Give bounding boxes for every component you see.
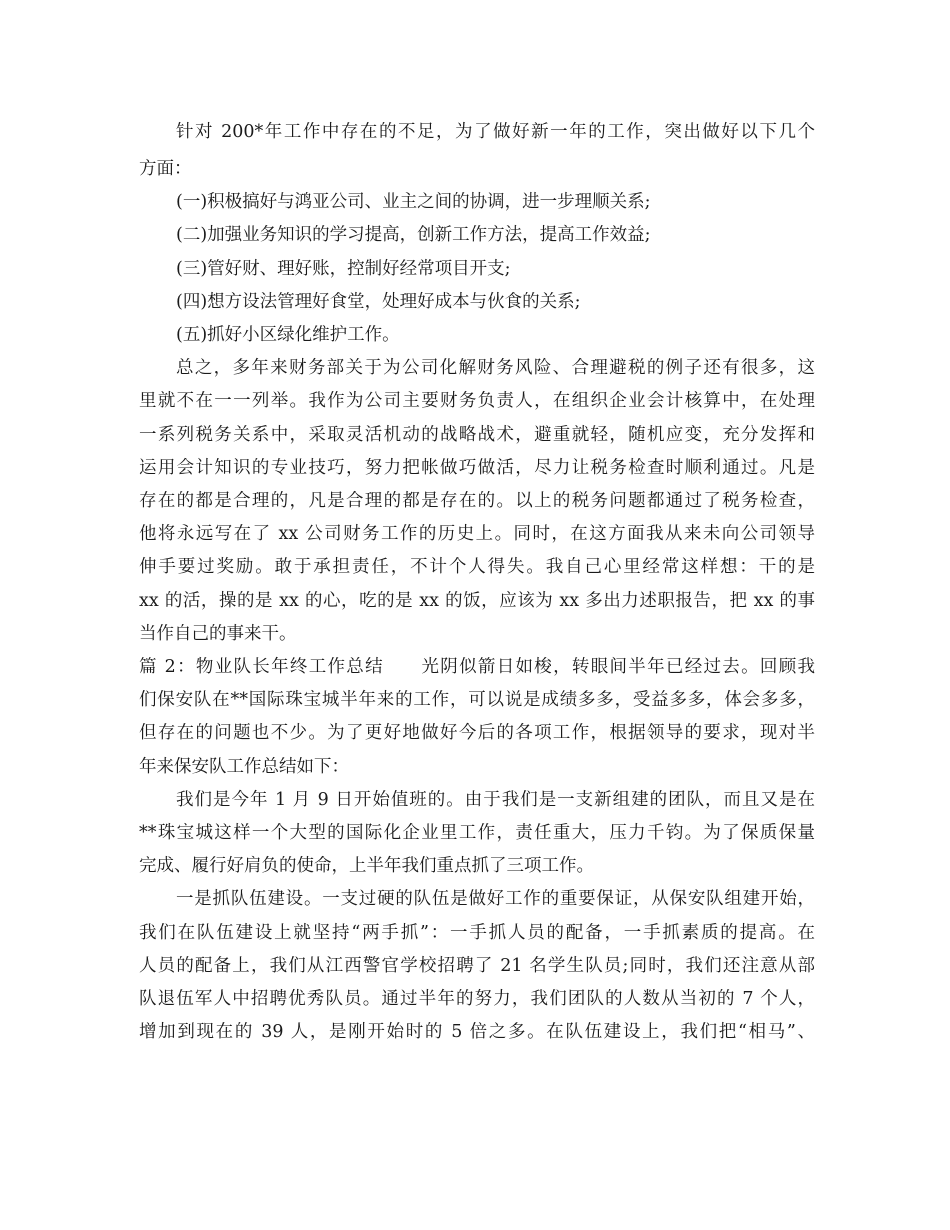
- paragraph-line: xx 的活，操的是 xx 的心，吃的是 xx 的饭，应该为 xx 多出力述职报告，把 xx 的事: [139, 591, 815, 611]
- list-item: (四)想方设法管理好食堂，处理好成本与伙食的关系;: [176, 292, 581, 312]
- paragraph-line: 增加到现在的 39 人，是刚开始时的 5 倍之多。在队伍建设上，我们把“相马”、: [139, 1022, 815, 1042]
- paragraph-line: 们保安队在**国际珠宝城半年来的工作，可以说是成绩多多，受益多多，体会多多，: [139, 690, 815, 710]
- paragraph-line: 总之，多年来财务部关于为公司化解财务风险、合理避税的例子还有很多，这: [176, 358, 815, 378]
- list-item: (五)抓好小区绿化维护工作。: [176, 325, 400, 345]
- section-heading-line: 篇 2：物业队长年终工作总结 光阴似箭日如梭，转眼间半年已经过去。回顾我: [139, 657, 815, 677]
- paragraph-line: 当作自己的事来干。: [139, 624, 297, 644]
- paragraph-line: 伸手要过奖励。敢于承担责任，不计个人得失。我自己心里经常这样想：干的是: [139, 557, 815, 577]
- paragraph-line: 队退伍军人中招聘优秀队员。通过半年的努力，我们团队的人数从当初的 7 个人，: [139, 989, 815, 1009]
- list-item: (三)管好财、理好账，控制好经常项目开支;: [176, 259, 511, 279]
- paragraph-line: 一是抓队伍建设。一支过硬的队伍是做好工作的重要保证，从保安队组建开始，: [176, 889, 815, 909]
- paragraph-line: 针对 200*年工作中存在的不足，为了做好新一年的工作，突出做好以下几个: [176, 122, 815, 142]
- list-item: (二)加强业务知识的学习提高，创新工作方法，提高工作效益;: [176, 225, 651, 245]
- paragraph-line: 完成、履行好肩负的使命，上半年我们重点抓了三项工作。: [139, 856, 594, 876]
- list-item: (一)积极搞好与鸿亚公司、业主之间的协调，进一步理顺关系;: [176, 192, 651, 212]
- paragraph-line: 人员的配备上，我们从江西警官学校招聘了 21 名学生队员;同时，我们还注意从部: [139, 956, 815, 976]
- paragraph-line: 他将永远写在了 xx 公司财务工作的历史上。同时，在这方面我从来未向公司领导: [139, 524, 815, 544]
- paragraph-line: 我们是今年 1 月 9 日开始值班的。由于我们是一支新组建的团队，而且又是在: [176, 790, 815, 810]
- paragraph-line: 存在的都是合理的，凡是合理的都是存在的。以上的税务问题都通过了税务检查，: [139, 491, 815, 511]
- paragraph-line: 年来保安队工作总结如下：: [139, 757, 349, 777]
- paragraph-line: 但存在的问题也不少。为了更好地做好今后的各项工作，根据领导的要求，现对半: [139, 723, 815, 743]
- paragraph-line: 运用会计知识的专业技巧，努力把帐做巧做活，尽力让税务检查时顺利通过。凡是: [139, 458, 815, 478]
- paragraph-line: **珠宝城这样一个大型的国际化企业里工作，责任重大，压力千钧。为了保质保量: [139, 823, 815, 843]
- paragraph-line: 里就不在一一列举。我作为公司主要财务负责人，在组织企业会计核算中，在处理: [139, 391, 815, 411]
- paragraph-line: 我们在队伍建设上就坚持“两手抓”：一手抓人员的配备，一手抓素质的提高。在: [139, 923, 815, 943]
- paragraph-line: 一系列税务关系中，采取灵活机动的战略战术，避重就轻，随机应变，充分发挥和: [139, 425, 815, 445]
- paragraph-line: 方面：: [139, 159, 192, 179]
